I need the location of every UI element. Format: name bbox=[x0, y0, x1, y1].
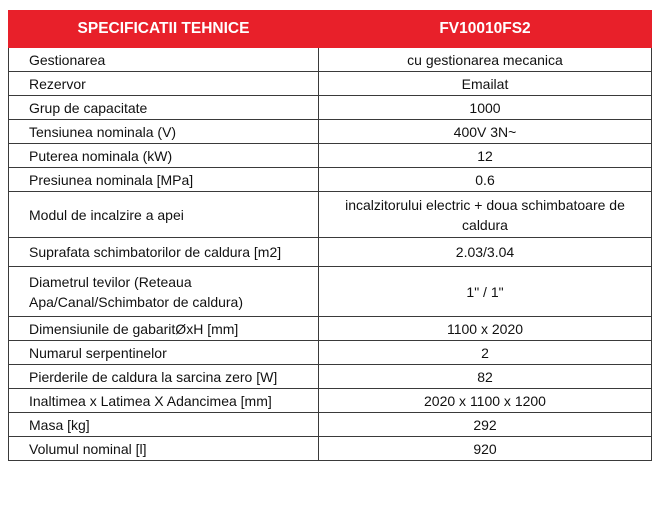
table-row bbox=[9, 192, 652, 238]
row-label: Pierderile de caldura la sarcina zero [W] bbox=[9, 365, 319, 389]
row-value: incalzitorului electric + doua schimbatoare de caldura bbox=[319, 192, 652, 238]
table-row bbox=[9, 413, 652, 437]
row-value: 1" / 1" bbox=[319, 267, 652, 317]
table-row bbox=[9, 72, 652, 96]
row-label: Numarul serpentinelor bbox=[9, 341, 319, 365]
row-value: 82 bbox=[319, 365, 652, 389]
table-row bbox=[9, 341, 652, 365]
table-row bbox=[9, 437, 652, 461]
row-label: Presiunea nominala [MPa] bbox=[9, 168, 319, 192]
row-value: 12 bbox=[319, 144, 652, 168]
row-value: 920 bbox=[319, 437, 652, 461]
row-value: 2 bbox=[319, 341, 652, 365]
row-label: Diametrul tevilor (Reteaua Apa/Canal/Schimbator de caldura) bbox=[9, 267, 319, 317]
row-label: Modul de incalzire a apei bbox=[9, 192, 319, 238]
table-row bbox=[9, 389, 652, 413]
row-label: Puterea nominala (kW) bbox=[9, 144, 319, 168]
table-row bbox=[9, 317, 652, 341]
table-row bbox=[9, 96, 652, 120]
table-header-row bbox=[9, 11, 652, 48]
row-value: 1100 x 2020 bbox=[319, 317, 652, 341]
row-label: Gestionarea bbox=[9, 48, 319, 72]
table-row bbox=[9, 144, 652, 168]
table-row bbox=[9, 168, 652, 192]
table-row bbox=[9, 365, 652, 389]
table-row bbox=[9, 267, 652, 317]
table-row bbox=[9, 48, 652, 72]
row-label: Grup de capacitate bbox=[9, 96, 319, 120]
table-row bbox=[9, 238, 652, 267]
row-label: Suprafata schimbatorilor de caldura [m2] bbox=[9, 238, 319, 267]
header-specificatii: SPECIFICATII TEHNICE bbox=[9, 11, 319, 48]
row-value: 0.6 bbox=[319, 168, 652, 192]
header-model: FV10010FS2 bbox=[319, 11, 652, 48]
row-label: Volumul nominal [l] bbox=[9, 437, 319, 461]
row-value: 400V 3N~ bbox=[319, 120, 652, 144]
row-value: Emailat bbox=[319, 72, 652, 96]
row-value: 2.03/3.04 bbox=[319, 238, 652, 267]
row-label: Rezervor bbox=[9, 72, 319, 96]
table-row bbox=[9, 120, 652, 144]
row-value: 292 bbox=[319, 413, 652, 437]
row-label: Inaltimea x Latimea X Adancimea [mm] bbox=[9, 389, 319, 413]
row-label: Tensiunea nominala (V) bbox=[9, 120, 319, 144]
row-value: 1000 bbox=[319, 96, 652, 120]
row-value: 2020 x 1100 x 1200 bbox=[319, 389, 652, 413]
row-label: Dimensiunile de gabaritØxH [mm] bbox=[9, 317, 319, 341]
row-value: cu gestionarea mecanica bbox=[319, 48, 652, 72]
row-label: Masa [kg] bbox=[9, 413, 319, 437]
spec-table bbox=[8, 10, 652, 461]
